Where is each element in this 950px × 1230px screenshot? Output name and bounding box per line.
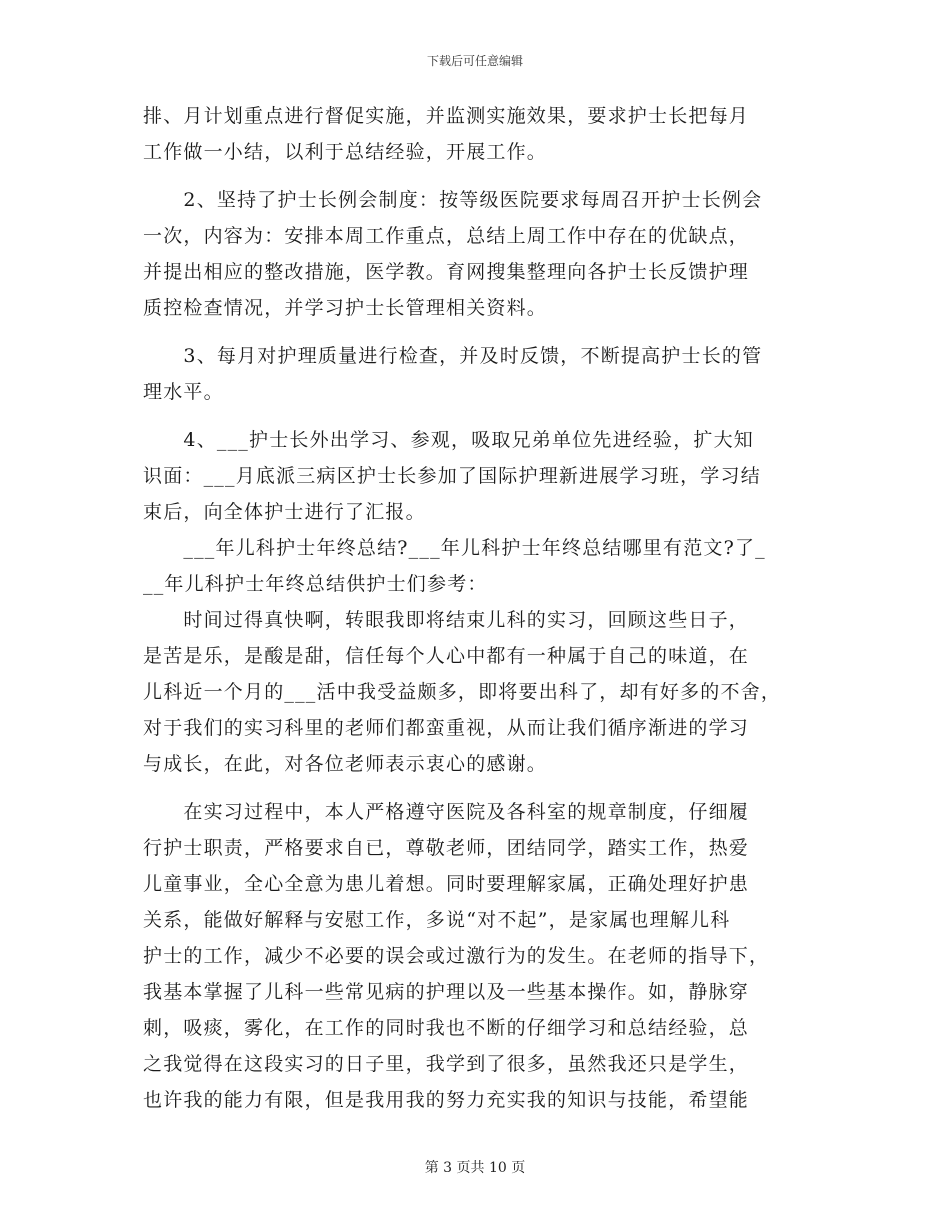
text-line: 是苦是乐，是酸是甜，信任每个人心中都有一种属于自己的味道，在 [143, 645, 750, 667]
text-line: 儿科近一个月的___活中我受益颇多，即将要出科了，却有好多的不舍， [143, 681, 782, 703]
text-line: 理水平。 [143, 381, 224, 403]
text-line: 3、每月对护理质量进行检查，并及时反馈，不断提高护士长的管 [143, 345, 763, 367]
text-line: 时间过得真快啊，转眼我即将结束儿科的实习，回顾这些日子， [143, 609, 750, 631]
text-line: 一次，内容为：安排本周工作重点，总结上周工作中存在的优缺点， [143, 225, 750, 247]
text-line: 在实习过程中，本人严格遵守医院及各科室的规章制度，仔细履 [143, 801, 750, 823]
text-line: 与成长，在此，对各位老师表示衷心的感谢。 [143, 753, 548, 775]
text-line: 束后，向全体护士进行了汇报。 [143, 501, 426, 523]
text-line: 并提出相应的整改措施，医学教。育网搜集整理向各护士长反馈护理 [143, 261, 750, 283]
text-line: 行护士职责，严格要求自已，尊敬老师，团结同学，踏实工作，热爱 [143, 837, 750, 859]
text-line: 对于我们的实习科里的老师们都蛮重视，从而让我们循序渐进的学习 [143, 717, 750, 739]
text-line: 排、月计划重点进行督促实施，并监测实施效果，要求护士长把每月 [143, 105, 750, 127]
text-line: 4、___护士长外出学习、参观，吸取兄弟单位先进经验，扩大知 [143, 429, 754, 451]
text-line: 也许我的能力有限，但是我用我的努力充实我的知识与技能，希望能 [143, 1089, 750, 1111]
text-line: 我基本掌握了儿科一些常见病的护理以及一些基本操作。如，静脉穿 [143, 981, 750, 1003]
text-line: 刺，吸痰，雾化，在工作的同时我也不断的仔细学习和总结经验，总 [143, 1017, 750, 1039]
text-line: 关系，能做好解释与安慰工作，多说“对不起”，是家属也理解儿科 [143, 909, 731, 931]
text-line: __年儿科护士年终总结供护士们参考： [143, 573, 488, 595]
text-line: 2、坚持了护士长例会制度：按等级医院要求每周召开护士长例会 [143, 189, 763, 211]
text-line: 质控检查情况，并学习护士长管理相关资料。 [143, 297, 548, 319]
text-line: 护士的工作，减少不必要的误会或过激行为的发生。在老师的指导下， [143, 945, 770, 967]
text-line: ___年儿科护士年终总结?___年儿科护士年终总结哪里有范文?了_ [143, 537, 766, 559]
text-line: 儿童事业，全心全意为患儿着想。同时要理解家属，正确处理好护患 [143, 873, 750, 895]
text-line: 之我觉得在这段实习的日子里，我学到了很多，虽然我还只是学生， [143, 1053, 750, 1075]
page-footer: 第 3 页共 10 页 [424, 1160, 526, 1176]
text-line: 识面：___月底派三病区护士长参加了国际护理新进展学习班，学习结 [143, 465, 761, 487]
text-line: 工作做一小结，以利于总结经验，开展工作。 [143, 141, 548, 163]
page-header: 下载后可任意编辑 [426, 54, 523, 68]
